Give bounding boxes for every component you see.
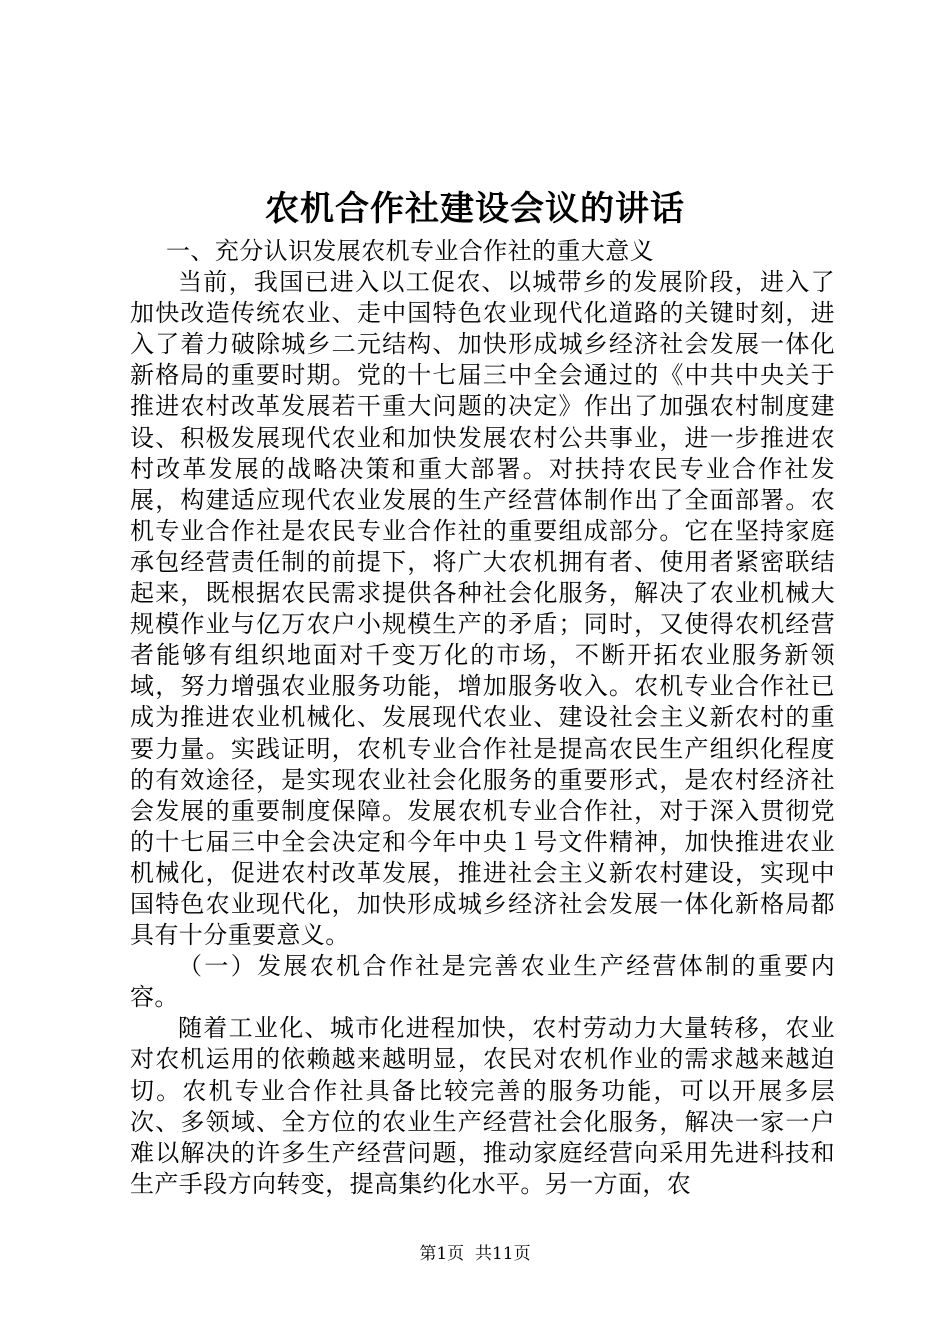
page-footer — [0, 1243, 950, 1265]
page-number-label: 第1页 共11页 — [419, 1244, 531, 1264]
subsection-heading-1: （一）发展农机合作社是完善农业生产经营体制的重要内容。 — [130, 952, 835, 1012]
document-title: 农机合作社建设会议的讲话 — [265, 189, 685, 229]
body-paragraph-1: 当前，我国已进入以工促农、以城带乡的发展阶段，进入了加快改造传统农业、走中国特色农业现代化道路的关键时刻，进入了着力破除城乡二元结构、加快形成城乡经济社会发展一体化新格局的重要时期。党的十七届三中全会通过的《中共中央关于推进农村改革发展若干重大问题的决定》作出了加强农村制度建设、积极发展现代农业和加快发展农村公共事业，进一步推进农村改革发展的战略决策和重大部署。对扶持农民专业合作社发展，构建适应现代农业发展的生产经营体制作出了全面部署。农机专业合作社是农民专业合作社的重要组成部分。它在坚持家庭承包经营责任制的前提下，将广大农机拥有者、使用者紧密联结起来，既根据农民需求提供各种社会化服务，解决了农业机械大规模作业与亿万农户小规模生产的矛盾；同时，又使得农机经营者能够有组织地面对千变万化的市场，不断开拓农业服务新领域，努力增强农业服务功能，增加服务收入。农机专业合作社已成为推进农业机械化、发展现代农业、建设社会主义新农村的重要力量。实践证明，农机专业合作社是提高农民生产组织化程度的有效途径，是实现农业社会化服务的重要形式，是农村经济社会发展的重要制度保障。发展农机专业合作社，对于深入贯彻党的十七届三中全会决定和今年中央１号文件精神，加快推进农业机械化，促进农村改革发展，推进社会主义新农村建设，实现中国特色农业现代化，加快形成城乡经济社会发展一体化新格局都具有十分重要意义。 — [130, 268, 835, 950]
body-paragraph-2: 随着工业化、城市化进程加快，农村劳动力大量转移，农业对农机运用的依赖越来越明显，农民对农机作业的需求越来越迫切。农机专业合作社具备比较完善的服务功能，可以开展多层次、多领域、全方位的农业生产经营社会化服务，解决一家一户难以解决的许多生产经营问题，推动家庭经营向采用先进科技和生产手段方向转变，提高集约化水平。另一方面，农 — [130, 1014, 835, 1198]
document-body — [130, 236, 835, 1200]
section-heading-1: 一、充分认识发展农机专业合作社的重大意义 — [166, 237, 654, 265]
